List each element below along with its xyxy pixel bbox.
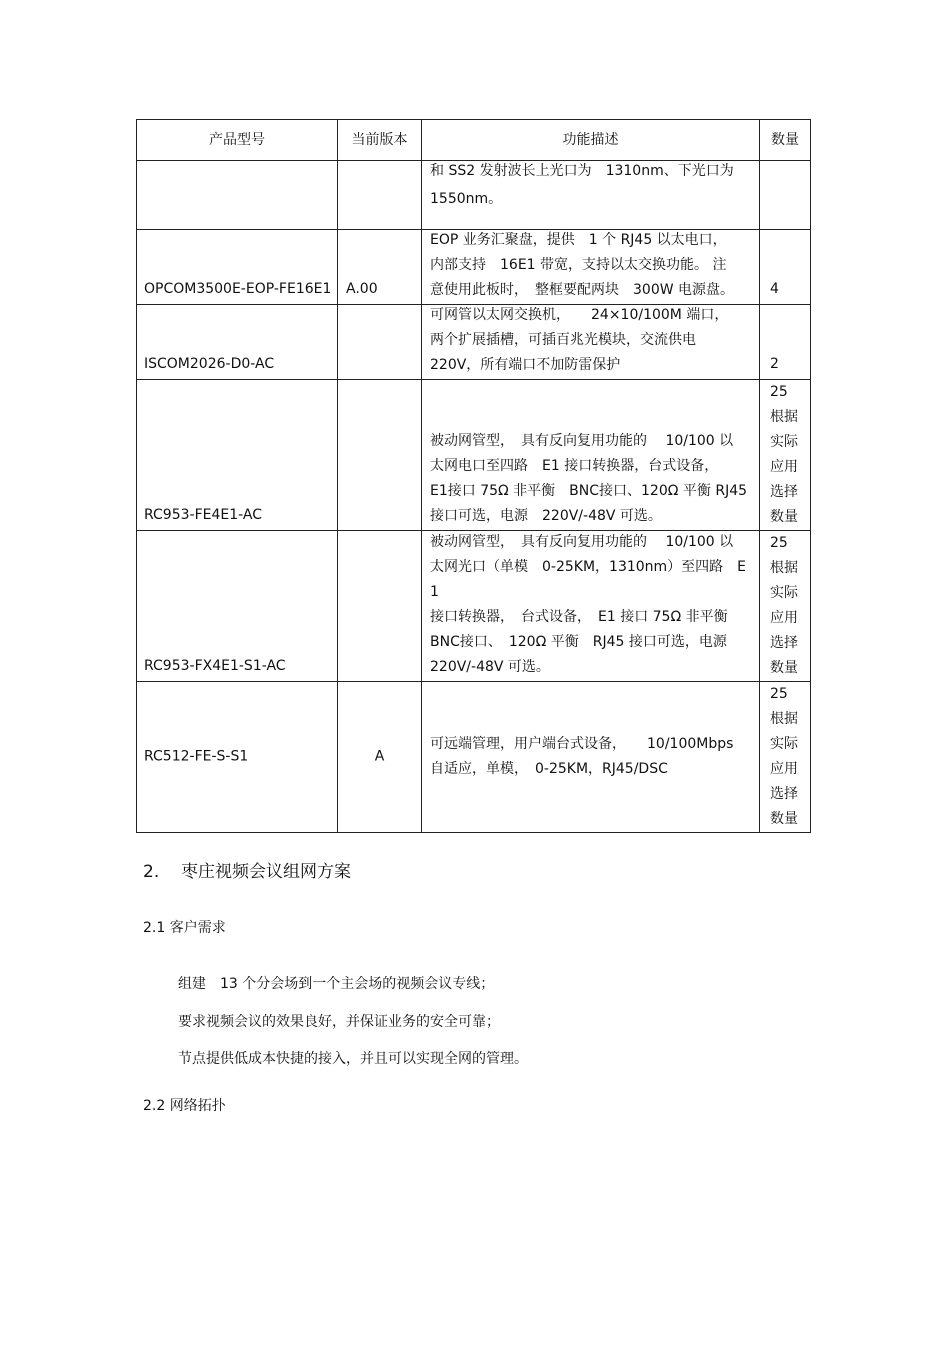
product-version: A.00 <box>346 281 378 297</box>
quantity-line: 实际 <box>770 736 798 752</box>
cell-version <box>338 161 422 230</box>
quantity-value: 2 <box>770 356 779 372</box>
table-row <box>137 380 811 531</box>
table-row <box>137 230 811 305</box>
requirement-paragraph: 节点提供低成本快捷的接入，并且可以实现全网的管理。 <box>178 1051 528 1067</box>
product-model: RC953-FE4E1-AC <box>144 507 262 523</box>
cell-model <box>137 230 338 305</box>
quantity-line: 25 <box>770 535 788 551</box>
description-line: 1550nm。 <box>430 191 503 207</box>
product-version: A <box>374 748 385 765</box>
description-line: 可远端管理，用户端台式设备， 10/100Mbps <box>430 736 734 752</box>
cell-version <box>338 682 422 833</box>
product-model: RC953-FX4E1-S1-AC <box>144 658 286 674</box>
cell-version <box>338 380 422 531</box>
cell-description <box>422 682 760 833</box>
subsection-heading: 2.1 客户需求 <box>143 920 226 936</box>
header-description: 功能描述 <box>422 120 760 161</box>
table-row <box>137 161 811 230</box>
cell-description <box>422 380 760 531</box>
cell-quantity <box>760 230 811 305</box>
table-row <box>137 305 811 380</box>
description-line: 太网电口至四路 E1 接口转换器，台式设备， <box>430 458 719 474</box>
quantity-line: 25 <box>770 686 788 702</box>
description-line: 被动网管型， 具有反向复用功能的 10/100 以 <box>430 534 734 550</box>
description-line: E1接口 75Ω 非平衡 BNC接口、120Ω 平衡 RJ45 <box>430 483 748 499</box>
cell-quantity <box>760 305 811 380</box>
cell-version <box>338 531 422 682</box>
cell-description <box>422 305 760 380</box>
cell-version <box>338 305 422 380</box>
section-number: 2. <box>143 862 160 882</box>
requirement-paragraph: 组建 13 个分会场到一个主会场的视频会议专线； <box>178 976 495 992</box>
quantity-line: 应用 <box>770 761 798 777</box>
header-quantity: 数量 <box>760 120 811 161</box>
cell-quantity <box>760 531 811 682</box>
quantity-line: 数量 <box>770 509 798 525</box>
description-line: 接口可选，电源 220V/-48V 可选。 <box>430 508 662 524</box>
quantity-line: 根据 <box>770 409 798 425</box>
quantity-line: 实际 <box>770 585 798 601</box>
product-table <box>136 119 811 833</box>
quantity-line: 实际 <box>770 434 798 450</box>
section-title: 枣庄视频会议组网方案 <box>181 862 351 882</box>
cell-model <box>137 161 338 230</box>
quantity-line: 选择 <box>770 786 798 802</box>
description-line: 被动网管型， 具有反向复用功能的 10/100 以 <box>430 433 734 449</box>
description-line: BNC接口、 120Ω 平衡 RJ45 接口可选，电源 <box>430 634 727 650</box>
requirement-paragraph: 要求视频会议的效果良好，并保证业务的安全可靠； <box>178 1014 500 1030</box>
cell-quantity <box>760 380 811 531</box>
cell-model <box>137 531 338 682</box>
quantity-line: 数量 <box>770 811 798 827</box>
header-model: 产品型号 <box>137 120 338 161</box>
description-line: 和 SS2 发射波长上光口为 1310nm、下光口为 <box>430 163 734 179</box>
quantity-line: 应用 <box>770 459 798 475</box>
quantity-line: 根据 <box>770 560 798 576</box>
table-row <box>137 531 811 682</box>
description-line: 220V/-48V 可选。 <box>430 659 550 675</box>
quantity-line: 根据 <box>770 711 798 727</box>
description-line: 内部支持 16E1 带宽，支持以太交换功能。 注 <box>430 257 727 273</box>
table-row <box>137 682 811 833</box>
header-version: 当前版本 <box>338 120 422 161</box>
description-line: 220V，所有端口不加防雷保护 <box>430 357 621 373</box>
cell-description <box>422 161 760 230</box>
product-model: OPCOM3500E-EOP-FE16E1 <box>144 281 332 297</box>
description-line: EOP 业务汇聚盘，提供 1 个 RJ45 以太电口， <box>430 232 727 248</box>
cell-model <box>137 682 338 833</box>
subsection-heading: 2.2 网络拓扑 <box>143 1098 226 1114</box>
quantity-value: 4 <box>770 281 779 297</box>
description-line: 两个扩展插槽，可插百兆光模块，交流供电 <box>430 332 696 348</box>
cell-model <box>137 380 338 531</box>
description-line: 太网光口（单模 0-25KM，1310nm）至四路 E1 <box>430 559 747 600</box>
description-line: 可网管以太网交换机， 24×10/100M 端口， <box>430 307 729 323</box>
quantity-line: 数量 <box>770 660 798 676</box>
cell-model <box>137 305 338 380</box>
table-header-row <box>137 120 811 161</box>
cell-description <box>422 531 760 682</box>
cell-version <box>338 230 422 305</box>
description-line: 意使用此板时， 整框要配两块 300W 电源盘。 <box>430 282 735 298</box>
description-line: 自适应，单模， 0-25KM，RJ45/DSC <box>430 761 668 777</box>
quantity-line: 选择 <box>770 635 798 651</box>
product-model: RC512-FE-S-S1 <box>144 748 249 765</box>
section-heading <box>143 860 351 884</box>
cell-description <box>422 230 760 305</box>
quantity-line: 选择 <box>770 484 798 500</box>
description-line: 接口转换器， 台式设备， E1 接口 75Ω 非平衡 <box>430 609 728 625</box>
quantity-line: 25 <box>770 384 788 400</box>
quantity-line: 应用 <box>770 610 798 626</box>
cell-quantity <box>760 682 811 833</box>
cell-quantity <box>760 161 811 230</box>
product-model: ISCOM2026-D0-AC <box>144 356 275 372</box>
